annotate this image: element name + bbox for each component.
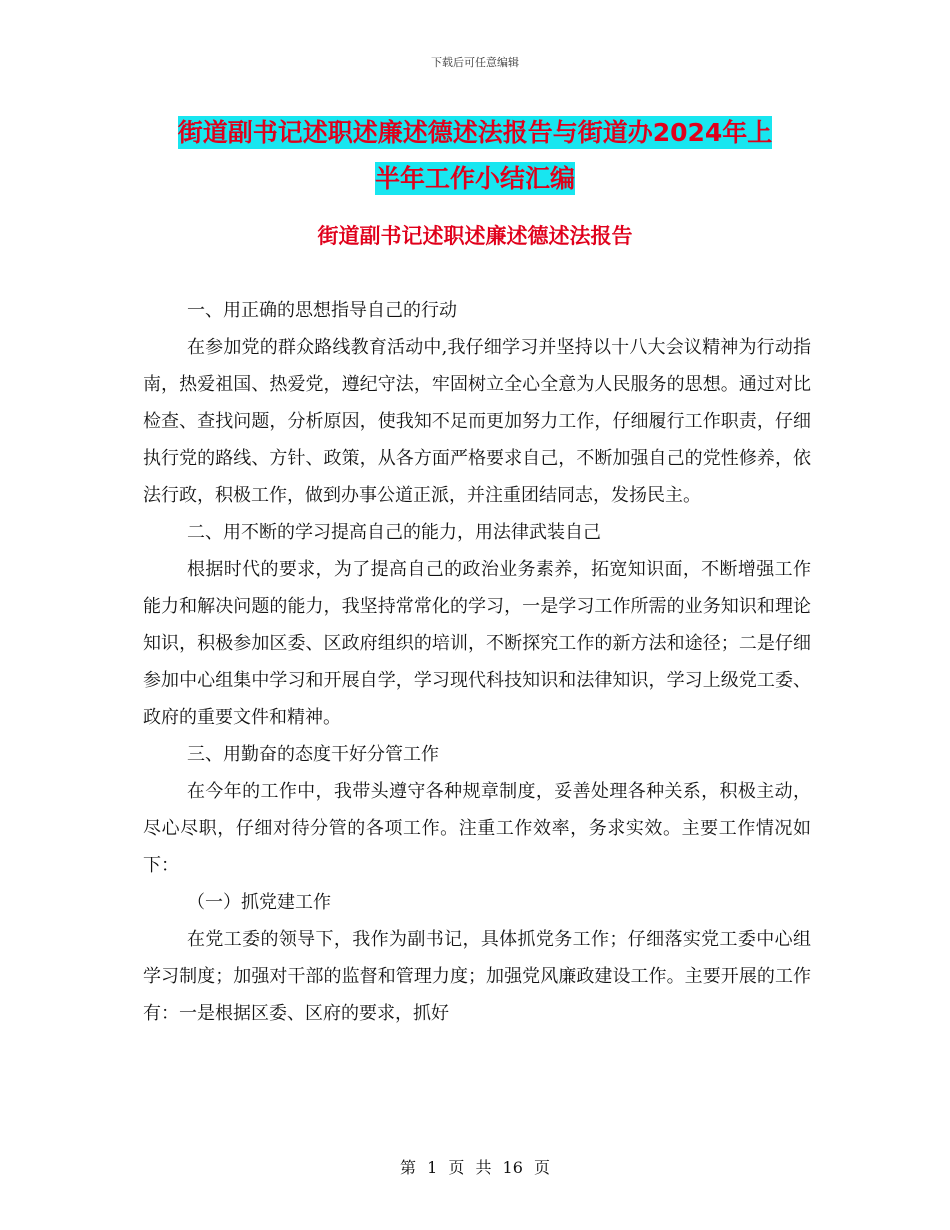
page-footer: 第 1 页 共 16 页 (400, 1158, 550, 1177)
main-title-line-2: 半年工作小结汇编 (374, 164, 575, 193)
subheading-1: （一）抓党建工作 (187, 892, 331, 913)
heading-2: 二、用不断的学习提高自己的能力，用法律武装自己 (187, 522, 601, 543)
main-title-line-1: 街道副书记述职述廉述德述法报告与街道办2024年上 (177, 118, 773, 147)
document-body (143, 292, 811, 1032)
paragraph-4: 在党工委的领导下，我作为副书记，具体抓党务工作；仔细落实党工委中心组学习制度；加强对干部的监督和管理力度；加强党风廉政建设工作。主要开展的工作有：一是根据区委、区府的要求，抓好 (143, 929, 811, 1024)
header-note: 下载后可任意编辑 (431, 56, 519, 69)
heading-1: 一、用正确的思想指导自己的行动 (187, 300, 457, 321)
paragraph-2: 根据时代的要求，为了提高自己的政治业务素养，拓宽知识面，不断增强工作能力和解决问题的能力，我坚持常常化的学习，一是学习工作所需的业务知识和理论知识，积极参加区委、区政府组织的培训，不断探究工作的新方法和途径；二是仔细参加中心组集中学习和开展自学，学习现代科技知识和法律知识，学习上级党工委、政府的重要文件和精神。 (143, 559, 811, 728)
section-title: 街道副书记述职述廉述德述法报告 (317, 224, 633, 248)
paragraph-1: 在参加党的群众路线教育活动中,我仔细学习并坚持以十八大会议精神为行动指南，热爱祖国、热爱党，遵纪守法，牢固树立全心全意为人民服务的思想。通过对比检查、查找问题，分析原因，使我知不足而更加努力工作，仔细履行工作职责，仔细执行党的路线、方针、政策，从各方面严格要求自己，不断加强自己的党性修养，依法行政，积极工作，做到办事公道正派，并注重团结同志，发扬民主。 (143, 337, 811, 506)
heading-3: 三、用勤奋的态度干好分管工作 (187, 744, 439, 765)
paragraph-3: 在今年的工作中，我带头遵守各种规章制度，妥善处理各种关系，积极主动，尽心尽职，仔细对待分管的各项工作。注重工作效率，务求实效。主要工作情况如下： (143, 781, 811, 876)
main-title (0, 110, 950, 202)
